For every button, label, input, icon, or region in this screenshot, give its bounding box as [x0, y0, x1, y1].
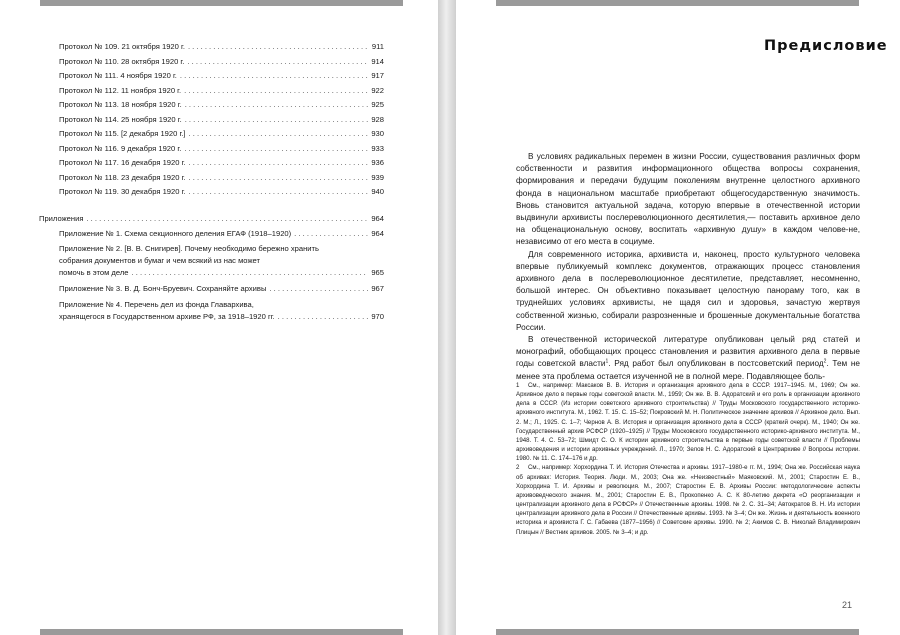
toc-leader — [189, 171, 369, 186]
toc-leader — [180, 69, 368, 84]
toc-leader — [132, 267, 369, 279]
bottom-rule — [496, 629, 859, 635]
paragraph — [516, 334, 860, 383]
toc-row — [59, 98, 384, 113]
toc-leader — [187, 55, 368, 70]
toc-page: 914 — [371, 56, 384, 66]
footnotes — [516, 381, 860, 537]
toc-page: 964 — [371, 228, 384, 238]
top-rule — [496, 0, 859, 6]
top-rule — [40, 0, 403, 6]
toc-title: Протокол № 113. 18 ноября 1920 г. — [59, 100, 182, 109]
toc-title: Протокол № 112. 11 ноября 1920 г. — [59, 85, 182, 95]
toc-page: 925 — [371, 100, 384, 109]
footnote — [516, 381, 860, 463]
toc-leader — [269, 282, 368, 297]
bottom-rule — [40, 629, 403, 635]
toc-leader — [86, 212, 368, 227]
toc-row — [59, 156, 384, 171]
page-title: Предисловие — [764, 38, 888, 54]
toc-row — [59, 299, 384, 323]
toc-page: 933 — [371, 143, 384, 153]
preface-body — [516, 151, 860, 383]
toc-row — [59, 55, 384, 70]
toc-row — [59, 113, 384, 128]
paragraph-text: В отечественной исторической литературе опубликован целый ряд статей и монографий, обобщающих процесс становления и развития архивного дела в первые годы советской власти — [516, 335, 860, 369]
toc-title: Протокол № 111. 4 ноября 1920 г. — [59, 71, 177, 80]
toc-title: Приложение № 4. Перечень дел из фонда Главархива, — [59, 299, 254, 309]
footnote-number: 1 — [516, 382, 520, 389]
toc-protocols — [59, 40, 384, 200]
toc-page: 922 — [371, 85, 384, 95]
toc-page: 930 — [371, 129, 384, 138]
paragraph: В условиях радикальных перемен в жизни России, существования различных форм собственности и развития информационного общества вопросы сохранения, формирования и передачи будущим поколениям внутренне целостного архивного фонда в национальном масштабе приобретают общегосударственную значимость. Вновь становится актуальной задача, которую впервые в отечественной истории выдвинули архивисты послереволюционного десятилетия,— поставить архивное дело на общенациональную основу, воспитать «архивную душу» в каждом челове-не, независимо от его места в социуме. — [516, 152, 860, 247]
toc-title: Протокол № 110. 28 октября 1920 г. — [59, 56, 185, 66]
toc-title: Приложение № 2. [В. В. Снигирев]. Почему необходимо бережно хранить — [59, 244, 319, 253]
footnote-text: См., например: Максаков В. В. История и организация архивного дела в СССР. 1917–1945. М., 1969; Он же. Архивное дело в первые годы советской власти. М., 1959; Он же. В. В. Адоратский и его роль в организации архивного дела в СССР. (Из истории советского архивного строительства) // Труды Московского государственного историко-архивного института. М., 1962. Т. 15. С. 15–52; Покровский М. Н. Политическое значение архивов // Архивное дело. Вып. 2. М.; Л., 1925. С. 1–7; Чернов А. В. История и организация архивного дела в СССР (краткий очерк). М., 1940; Он же. Государственный архив РСФСР (1920–1925) // Труды Московского государственного историко-архивного института. М., 1948. Т. 4. С. 53–72; Шмидт С. О. К истории архивного строительства в первые годы советской власти // Проблемы архивоведения и истории архивных учреждений. Л., 1970; Зелов Н. С. Адоратский в Центрархиве // Вопросы истории. 1980. № 11. С. 174–176 и др. — [516, 382, 860, 463]
toc-title: Протокол № 116. 9 декабря 1920 г. — [59, 143, 182, 153]
right-page — [456, 0, 900, 635]
toc-row — [59, 142, 384, 157]
toc-row — [59, 84, 384, 99]
toc-title: Приложения — [39, 214, 84, 223]
toc-row — [39, 212, 384, 227]
toc-row — [59, 243, 384, 279]
toc-row — [59, 127, 384, 142]
paragraph-text: . Ряд работ был опубликован в постсоветский период — [608, 359, 824, 369]
toc-row — [59, 40, 384, 55]
toc-page: 970 — [371, 311, 384, 321]
toc-leader — [188, 40, 369, 55]
footnote-ref: 2 — [823, 358, 827, 365]
toc-page: 967 — [371, 284, 384, 293]
toc-title: Приложение № 3. В. Д. Бонч-Бруевич. Сохраняйте архивы — [59, 284, 267, 293]
paragraph: Для современного историка, архивиста и, наконец, просто культурного человека впервые публикуемый комплекс документов, отражающих процесс становления архивного дела в послереволюционное десятилетие, представляет, несомненно, большой интерес. Он объективно показывает целостную панораму того, как в труднейших условиях архивисты, не щадя сил и здоровья, зачастую жертвуя собственной жизнью, собирали разрозненные и брошенные документальные богатства России. — [516, 249, 860, 332]
toc-title: Протокол № 109. 21 октября 1920 г. — [59, 42, 185, 51]
toc-page: 940 — [371, 187, 384, 196]
toc-leader — [184, 142, 368, 157]
toc-title: помочь в этом деле — [59, 268, 129, 277]
toc-title: Протокол № 118. 23 декабря 1920 г. — [59, 172, 186, 182]
toc-row — [59, 227, 384, 242]
footnote-ref: 1 — [605, 358, 609, 365]
toc-leader — [189, 127, 369, 142]
toc-row — [59, 185, 384, 200]
toc-title: Приложение № 1. Схема секционного деления ЕГАФ (1918–1920) — [59, 228, 292, 238]
toc-page: 939 — [371, 172, 384, 182]
toc-leader — [189, 156, 369, 171]
toc-title: Протокол № 117. 16 декабря 1920 г. — [59, 158, 186, 167]
toc-title: Протокол № 119. 30 декабря 1920 г. — [59, 187, 186, 196]
toc-leader — [184, 84, 368, 99]
toc-appendices — [39, 212, 384, 326]
page-number: 21 — [842, 600, 853, 610]
toc-title: Протокол № 115. [2 декабря 1920 г.] — [59, 129, 186, 138]
footnote-number: 2 — [516, 464, 520, 472]
toc-leader — [185, 113, 369, 128]
left-page — [0, 0, 438, 635]
toc-title: собрания документов и бумаг и чем всякий из нас может — [59, 256, 260, 265]
toc-row — [59, 69, 384, 84]
toc-page: 964 — [371, 214, 384, 223]
toc-page: 917 — [371, 71, 384, 80]
paragraph-text: . Тем не менее эта проблема остается изученной не в полной мере. Подавляющее боль- — [516, 359, 861, 381]
toc-page: 936 — [371, 158, 384, 167]
footnote — [516, 463, 860, 536]
toc-title: хранящегося в Государственном архиве РФ, за 1918–1920 гг. — [59, 311, 275, 321]
toc-row — [59, 282, 384, 297]
toc-leader — [189, 185, 369, 200]
toc-leader — [185, 98, 369, 113]
toc-page: 911 — [371, 42, 384, 51]
toc-row — [59, 171, 384, 186]
book-gutter — [438, 0, 456, 635]
toc-page: 928 — [371, 114, 384, 124]
toc-title: Протокол № 114. 25 ноября 1920 г. — [59, 114, 182, 124]
toc-leader — [278, 311, 369, 323]
toc-page: 965 — [371, 268, 384, 277]
footnote-text: См., например: Хорхордина Т. И. История Отечества и архивы. 1917–1980-е гг. М., 1994; Она же. Российская наука об архивах: История. Теория. Люди. М., 2003; Она же. «Неизвестный» Маяковский. М., 2001; Старостин Е. В., Хорхордина Т. И. Архивы и революция. М., 2007; Старостин Е. В. Архивы России: методологические аспекты архивоведческого знания. М., 2001; Старостин Е. В., Прокопенко А. С. К 80-летию декрета «О реорганизации и централизации архивного дела в РСФСР» // Отечественные архивы. 1998. № 2. С. 31–34; Автократов В. Н. Из истории централизации архивного дела в России // Отечественные архивы. 1993. № 3–4; Он же. Жизнь и деятельность военного историка и архивиста Г. С. Габаева (1877–1956) // Советские архивы. 1990. № 2; Акимов С. В. Николай Владимирович Плицын // Вестник архивов. 2005. № 3–4; и др. — [516, 464, 860, 536]
toc-leader — [294, 227, 368, 242]
